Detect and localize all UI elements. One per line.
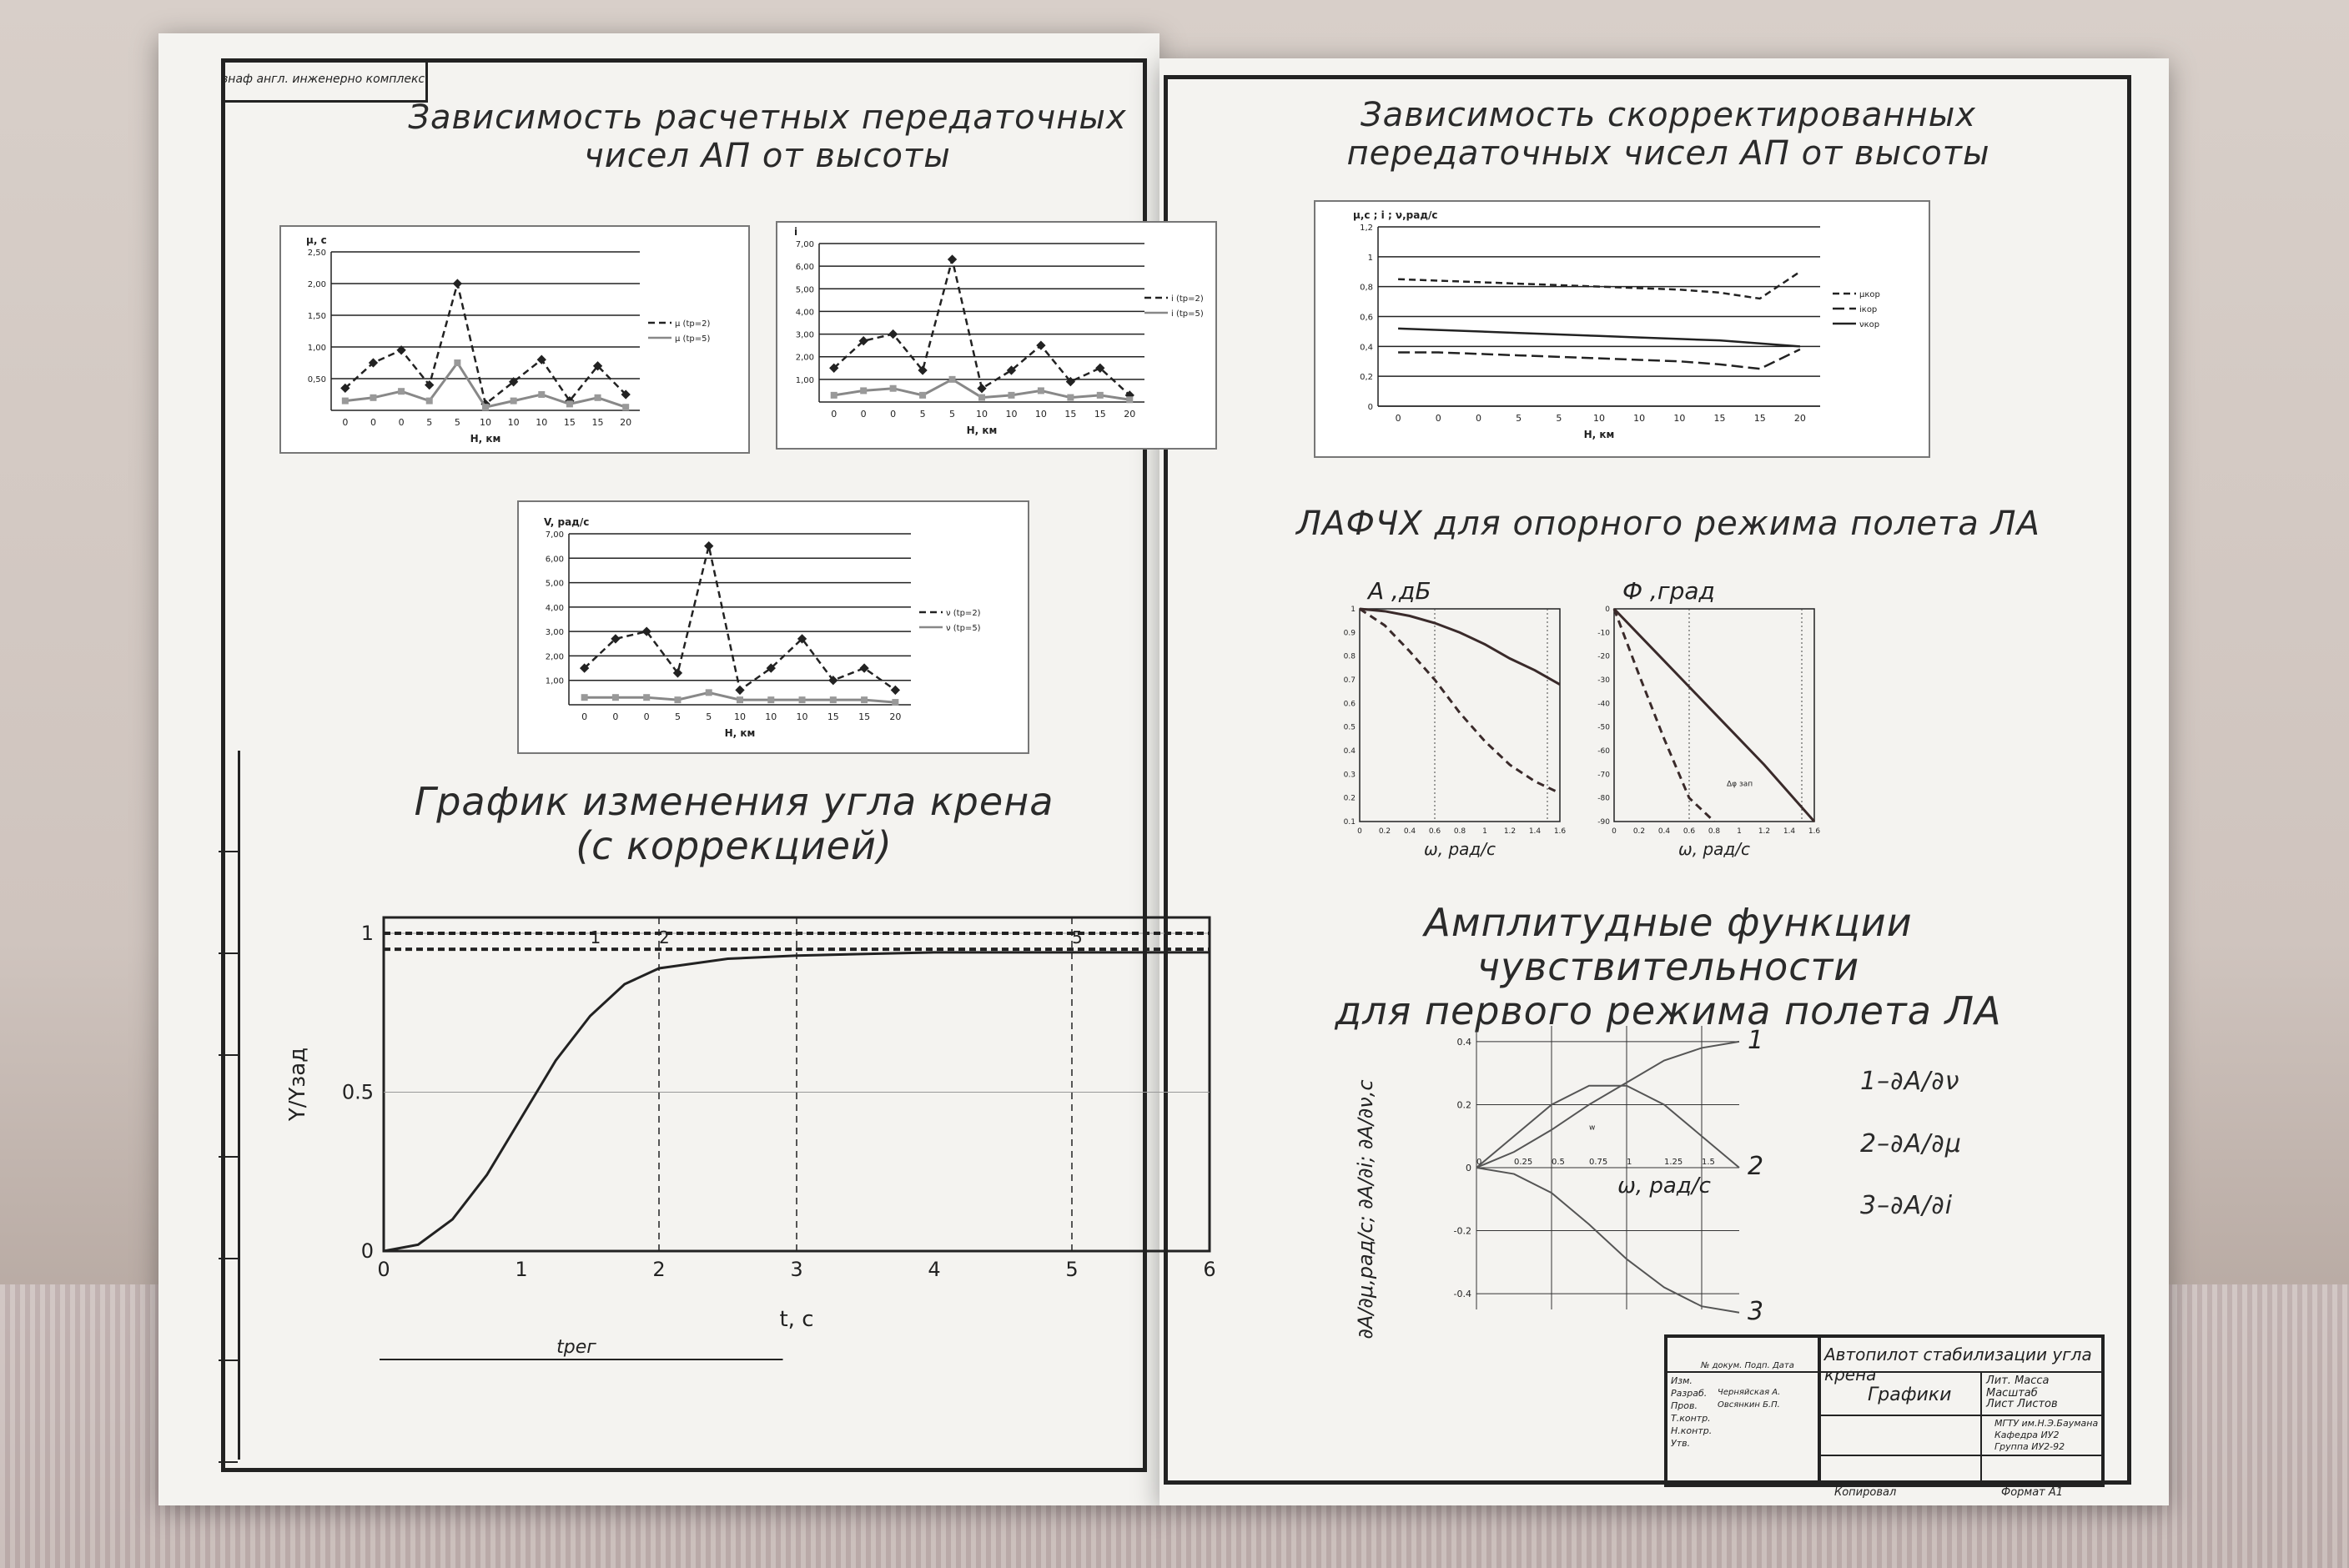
- x-tick-label: 1.4: [1528, 827, 1542, 836]
- y-tick-label: 6,00: [795, 263, 814, 273]
- chart-xlabel: ω, рад/с: [1678, 839, 1750, 859]
- tb-col-doc: № докум.: [1701, 1361, 1743, 1370]
- x-tick-label: 0.6: [1683, 827, 1696, 836]
- tb-names: [1718, 1386, 1780, 1411]
- y-tick-label: -0.2: [1453, 1225, 1471, 1237]
- chart-ylabel: i: [794, 226, 798, 238]
- y-tick-label: 2,00: [795, 353, 814, 363]
- series-line: [834, 259, 1130, 395]
- roll-title-line1: График изменения угла крена: [414, 779, 1054, 824]
- sens-legend-2: 2–∂A/∂μ: [1860, 1128, 1962, 1158]
- band-mark: 1: [590, 927, 601, 948]
- x-tick-label: 0: [1475, 413, 1481, 424]
- x-tick-label: 0.4: [1657, 827, 1671, 836]
- x-tick-label: 0: [398, 417, 405, 428]
- y-tick-label: 0,8: [1360, 283, 1373, 293]
- y-tick-label: 0.3: [1343, 771, 1356, 780]
- x-tick-label: 5: [674, 711, 681, 722]
- x-tick-label: 1.25: [1664, 1158, 1683, 1167]
- tb-roles: [1671, 1375, 1712, 1450]
- x-tick-label: 1.6: [1808, 827, 1821, 836]
- annotation: Δφ зап: [1727, 780, 1753, 789]
- treg-label: tрег: [556, 1337, 596, 1358]
- tb-sheet-col: Лист: [1986, 1398, 2014, 1410]
- chart-ylabel: Y/Yзад: [285, 1047, 310, 1122]
- x-tick-label: 15: [858, 711, 871, 722]
- chart-amp-box: [1335, 559, 1585, 876]
- data-point: [860, 387, 867, 394]
- x-tick-label: 5: [706, 711, 712, 722]
- data-point: [1067, 395, 1074, 401]
- x-tick-label: 10: [1633, 413, 1646, 424]
- tb-org: [1994, 1418, 2098, 1453]
- data-point: [566, 400, 573, 407]
- chart-phase: [1589, 559, 1839, 876]
- tb-role-3: Т.контр.: [1671, 1413, 1711, 1424]
- y-tick-label: 7,00: [545, 530, 564, 540]
- tb-role-0: Изм.: [1671, 1375, 1693, 1386]
- legend-label: ν (tp=5): [946, 624, 981, 633]
- data-point: [861, 696, 868, 703]
- tb-group: Группа ИУ2-92: [1994, 1441, 2065, 1452]
- chart-roll-angle: [284, 901, 1235, 1401]
- ampl-title-line2: для первого режима полета ЛА: [1335, 988, 2002, 1033]
- legend-label: μ (tp=5): [675, 334, 711, 344]
- chart-corrected-box: [1314, 200, 1930, 458]
- x-tick-label: 10: [976, 409, 988, 420]
- y-tick-label: 0: [1367, 403, 1373, 412]
- chart-xlabel: Н, км: [470, 433, 501, 445]
- data-point: [643, 694, 650, 701]
- data-point: [612, 694, 619, 701]
- tb-col-sign: Подп.: [1744, 1361, 1770, 1370]
- y-tick-label: 1,00: [795, 375, 814, 385]
- data-point: [622, 404, 629, 410]
- y-tick-label: 0: [360, 1239, 374, 1263]
- data-point: [1008, 392, 1014, 399]
- series-line: [1476, 1086, 1739, 1168]
- legend-label: μ (tp=2): [675, 319, 711, 329]
- data-point: [398, 388, 405, 395]
- tb-role-2: Пров.: [1671, 1400, 1698, 1411]
- data-point: [948, 254, 957, 264]
- y-tick-label: 0.1: [1343, 818, 1356, 827]
- y-tick-label: -70: [1597, 771, 1610, 780]
- chart-phase-box: [1589, 559, 1839, 876]
- x-tick-label: 15: [1064, 409, 1077, 420]
- y-tick-label: 1: [360, 922, 374, 946]
- side-stamp-box: [219, 751, 240, 1460]
- x-tick-label: 1.2: [1503, 827, 1517, 836]
- x-tick-label: 15: [591, 417, 604, 428]
- x-tick-label: 1: [1737, 827, 1742, 836]
- y-tick-label: 0.2: [1456, 1099, 1471, 1111]
- tb-col-date: Дата: [1772, 1361, 1794, 1370]
- series-line: [1398, 349, 1800, 369]
- x-tick-label: 15: [1713, 413, 1726, 424]
- right-title-line2: передаточных чисел АП от высоты: [1346, 134, 1990, 173]
- y-tick-label: 0,50: [307, 375, 326, 384]
- y-tick-label: 0: [1466, 1163, 1471, 1173]
- tb-sheets-col: Листов: [2017, 1398, 2058, 1410]
- x-tick-label: 10: [480, 417, 491, 428]
- x-tick-label: 10: [796, 711, 808, 722]
- y-tick-label: 3,00: [795, 330, 814, 340]
- ampl-title-line1: Амплитудные функции чувствительности: [1424, 900, 1913, 989]
- x-tick-label: 0: [370, 417, 376, 428]
- y-tick-label: 0.4: [1343, 747, 1356, 756]
- chart-ylabel: μ, с: [306, 234, 327, 246]
- x-tick-label: 1: [1482, 827, 1487, 836]
- y-tick-label: 2,50: [307, 249, 326, 258]
- x-tick-label: 20: [620, 417, 632, 428]
- x-tick-label: 20: [889, 711, 902, 722]
- chart-title: Ф ,град: [1622, 577, 1715, 605]
- chart-xlabel: Н, км: [966, 425, 998, 436]
- chart-i: [777, 223, 1215, 448]
- data-point: [453, 279, 462, 288]
- y-tick-label: 1,2: [1360, 224, 1373, 233]
- x-tick-label: 0.5: [1552, 1158, 1565, 1167]
- x-tick-label: 0: [612, 711, 619, 722]
- series-line: [1614, 609, 1814, 822]
- x-tick-label: 0.2: [1632, 827, 1646, 836]
- y-tick-label: -0.4: [1453, 1289, 1471, 1300]
- y-tick-label: 0.5: [341, 1080, 374, 1104]
- chart-mu: [281, 227, 748, 452]
- data-point: [538, 391, 545, 398]
- tb-role-5: Утв.: [1671, 1438, 1691, 1449]
- x-tick-label: 0.75: [1589, 1158, 1608, 1167]
- x-tick-label: 10: [1005, 409, 1018, 420]
- x-tick-label: 0: [860, 409, 867, 420]
- x-tick-label: 4: [928, 1258, 941, 1281]
- data-point: [892, 699, 898, 706]
- data-point: [767, 696, 774, 703]
- x-tick-label: 10: [1034, 409, 1047, 420]
- data-point: [977, 384, 986, 393]
- x-tick-label: 1.4: [1783, 827, 1796, 836]
- x-tick-label: 6: [1203, 1258, 1216, 1281]
- x-tick-label: 0: [1612, 827, 1617, 836]
- tb-role-4: Н.контр.: [1671, 1425, 1713, 1436]
- tb-role-1: Разраб.: [1671, 1388, 1708, 1399]
- y-tick-label: -60: [1597, 747, 1610, 756]
- chart-xlabel: ω, рад/с: [1424, 839, 1496, 859]
- y-tick-label: -30: [1597, 676, 1610, 685]
- series-line: [345, 284, 626, 404]
- tb-mass-col: Масса: [2015, 1375, 2050, 1387]
- x-tick-label: 1.5: [1702, 1158, 1715, 1167]
- series-line: [1360, 609, 1560, 793]
- data-point: [704, 541, 713, 550]
- y-tick-label: 0.4: [1456, 1036, 1471, 1048]
- y-tick-label: 0.5: [1343, 723, 1356, 732]
- tb-university: МГТУ им.Н.Э.Баумана: [1994, 1418, 2099, 1429]
- y-tick-label: 0.7: [1343, 676, 1356, 685]
- x-tick-label: 0: [581, 711, 588, 722]
- roll-title-line2: (с коррекцией): [576, 822, 893, 868]
- series-line: [1398, 272, 1800, 299]
- tb-sheets: [1986, 1398, 2058, 1410]
- data-point: [454, 359, 460, 366]
- data-point: [1126, 396, 1133, 403]
- y-tick-label: 0: [1605, 606, 1610, 614]
- chart-mu-box: [279, 225, 750, 454]
- y-tick-label: -10: [1597, 629, 1610, 638]
- tb-lit-col: Лит.: [1986, 1375, 2011, 1387]
- tb-lit: [1986, 1375, 2101, 1400]
- data-point: [595, 395, 601, 401]
- x-tick-label: 0: [831, 409, 837, 420]
- chart-ylabel: V, рад/с: [544, 516, 590, 528]
- chart-ylabel: μ,с ; i ; ν,рад/с: [1353, 209, 1438, 221]
- data-point: [831, 392, 837, 399]
- tb-cols: [1701, 1361, 1794, 1370]
- x-tick-label: 5: [426, 417, 433, 428]
- series-line: [1614, 609, 1714, 822]
- sens-legend-1: 1–∂A/∂ν: [1860, 1067, 1960, 1096]
- chart-i-box: [776, 221, 1217, 450]
- tb-name-0: Черняйская А.: [1718, 1388, 1781, 1397]
- tb-scale-col: Масштаб: [1986, 1387, 2038, 1400]
- y-tick-label: 4,00: [795, 308, 814, 318]
- x-tick-label: 0.4: [1403, 827, 1416, 836]
- x-tick-label: 0: [342, 417, 349, 428]
- x-tick-label: 15: [827, 711, 839, 722]
- x-tick-label: 1: [1627, 1158, 1632, 1167]
- tb-sheet: Графики: [1868, 1385, 1952, 1405]
- chart-ylabel: ∂A/∂μ,рад/с; ∂A/∂i; ∂A/∂ν,с: [1354, 1079, 1377, 1339]
- x-tick-label: 15: [1753, 413, 1766, 424]
- x-tick-label: 0: [1357, 827, 1362, 836]
- legend-label: iкор: [1859, 305, 1878, 314]
- data-point: [799, 696, 806, 703]
- legend-label: ν (tp=2): [946, 609, 981, 618]
- data-point: [888, 329, 898, 339]
- x-tick-label: 0.25: [1514, 1158, 1533, 1167]
- chart-corrected: [1315, 202, 1929, 456]
- x-tick-label: 5: [1556, 413, 1562, 424]
- sens-legend-3: 3–∂A/∂i: [1860, 1191, 1954, 1220]
- x-tick-label: 0: [1395, 413, 1401, 424]
- x-tick-label: 2: [652, 1258, 666, 1281]
- y-tick-label: 1,50: [307, 312, 326, 321]
- x-tick-label: 0: [1476, 1158, 1482, 1167]
- title-block: [1664, 1334, 2105, 1499]
- data-point: [978, 395, 985, 401]
- y-tick-label: 4,00: [545, 603, 564, 613]
- x-tick-label: 10: [1593, 413, 1605, 424]
- x-tick-label: 10: [536, 417, 548, 428]
- x-tick-label: 5: [949, 409, 956, 420]
- right-title-line1: Зависимость скорректированных: [1361, 96, 1976, 134]
- band-mark: 2: [659, 927, 670, 948]
- y-tick-label: 6,00: [545, 555, 564, 565]
- series-line: [1360, 609, 1560, 685]
- x-tick-label: 20: [1793, 413, 1806, 424]
- legend-label: μкор: [1859, 290, 1880, 299]
- legend-label: νкор: [1859, 320, 1880, 329]
- data-point: [737, 696, 743, 703]
- y-tick-label: 1: [1367, 253, 1373, 263]
- data-point: [342, 398, 349, 405]
- chart-xlabel: ω, рад/с: [1617, 1173, 1711, 1199]
- x-tick-label: 0.8: [1453, 827, 1466, 836]
- tb-copied: Копировал: [1834, 1486, 1897, 1499]
- tb-format: Формат А1: [2001, 1486, 2064, 1499]
- y-tick-label: -90: [1597, 818, 1610, 827]
- y-tick-label: 2,00: [307, 280, 326, 289]
- tb-project: Автопилот стабилизации угла крена: [1824, 1344, 2092, 1385]
- x-tick-label: 3: [790, 1258, 803, 1281]
- y-tick-label: 1,00: [307, 344, 326, 353]
- band-mark: 5: [1072, 927, 1083, 948]
- x-tick-label: 1.6: [1553, 827, 1567, 836]
- y-tick-label: 3,00: [545, 628, 564, 638]
- data-point: [482, 404, 489, 410]
- data-point: [919, 392, 926, 399]
- left-title-line1: Зависимость расчетных передаточных: [408, 98, 1127, 137]
- data-point: [830, 696, 837, 703]
- sens-legend: [1860, 1068, 2027, 1221]
- series-line: [585, 546, 896, 691]
- left-title-line2: чисел АП от высоты: [584, 137, 951, 175]
- plot-frame: [1360, 609, 1560, 822]
- chart-xlabel: t, c: [779, 1307, 814, 1332]
- chart-title: А ,дБ: [1368, 577, 1431, 605]
- x-tick-label: 5: [1065, 1258, 1079, 1281]
- data-point: [706, 689, 712, 696]
- point-label: w: [1589, 1123, 1596, 1133]
- y-tick-label: 1: [1351, 606, 1356, 614]
- series-label: 2: [1748, 1152, 1764, 1181]
- legend-label: i (tp=2): [1171, 294, 1204, 304]
- chart-v: [519, 502, 1028, 752]
- lafch-title: ЛАФЧХ для опорного режима полета ЛА: [1296, 505, 2040, 543]
- x-tick-label: 10: [734, 711, 746, 722]
- y-tick-label: -40: [1597, 700, 1610, 709]
- x-tick-label: 10: [1673, 413, 1686, 424]
- y-tick-label: 0,2: [1360, 373, 1373, 383]
- y-tick-label: -50: [1597, 723, 1610, 732]
- y-tick-label: 0.8: [1343, 652, 1356, 661]
- data-point: [1097, 392, 1104, 399]
- x-tick-label: 10: [507, 417, 520, 428]
- y-tick-label: 0,4: [1360, 343, 1373, 353]
- series-label: 1: [1748, 1025, 1764, 1055]
- series-label: 3: [1748, 1296, 1764, 1326]
- x-tick-label: 0: [377, 1258, 390, 1281]
- corner-stamp: знаф англ. инженерно комплекс: [221, 58, 428, 103]
- left-title: [350, 98, 1185, 175]
- data-point: [735, 686, 744, 695]
- series-line: [1398, 329, 1800, 347]
- x-tick-label: 15: [1094, 409, 1106, 420]
- chart-roll-box: [284, 901, 1235, 1401]
- x-tick-label: 5: [919, 409, 926, 420]
- tb-dept: Кафедра ИУ2: [1994, 1430, 2060, 1440]
- data-point: [511, 398, 517, 405]
- x-tick-label: 5: [1516, 413, 1522, 424]
- data-point: [1038, 387, 1044, 394]
- y-tick-label: 5,00: [545, 579, 564, 589]
- tb-name-1: Овсянкин Б.П.: [1718, 1400, 1780, 1410]
- data-point: [1036, 340, 1045, 349]
- data-point: [674, 696, 681, 703]
- x-tick-label: 1.2: [1758, 827, 1771, 836]
- y-tick-label: 0,6: [1360, 313, 1373, 323]
- x-tick-label: 10: [765, 711, 777, 722]
- data-point: [581, 694, 588, 701]
- chart-v-box: [517, 500, 1029, 754]
- x-tick-label: 5: [454, 417, 460, 428]
- x-tick-label: 20: [1124, 409, 1136, 420]
- y-tick-label: 0.6: [1343, 700, 1356, 709]
- chart-xlabel: Н, км: [724, 727, 756, 739]
- x-tick-label: 0: [643, 711, 650, 722]
- x-tick-label: 0.8: [1708, 827, 1721, 836]
- chart-amplitude: [1335, 559, 1585, 876]
- data-point: [890, 385, 897, 392]
- x-tick-label: 0: [890, 409, 897, 420]
- x-tick-label: 0.6: [1428, 827, 1441, 836]
- y-tick-label: 0.2: [1343, 794, 1356, 803]
- x-tick-label: 0.2: [1378, 827, 1391, 836]
- chart-xlabel: Н, км: [1583, 429, 1615, 440]
- y-tick-label: 5,00: [795, 285, 814, 295]
- series-line: [384, 952, 1210, 1251]
- legend-label: i (tp=5): [1171, 309, 1204, 319]
- data-point: [370, 395, 376, 401]
- data-point: [426, 398, 433, 405]
- x-tick-label: 0: [1435, 413, 1441, 424]
- roll-title: [317, 780, 1151, 868]
- y-tick-label: 0.9: [1343, 629, 1356, 638]
- y-tick-label: 1,00: [545, 676, 564, 686]
- y-tick-label: 7,00: [795, 240, 814, 249]
- y-tick-label: -20: [1597, 652, 1610, 661]
- x-tick-label: 1: [515, 1258, 528, 1281]
- data-point: [949, 376, 956, 383]
- data-point: [891, 686, 900, 695]
- right-title: [1251, 96, 2085, 173]
- x-tick-label: 15: [563, 417, 576, 428]
- y-tick-label: 2,00: [545, 652, 564, 662]
- y-tick-label: -80: [1597, 794, 1610, 803]
